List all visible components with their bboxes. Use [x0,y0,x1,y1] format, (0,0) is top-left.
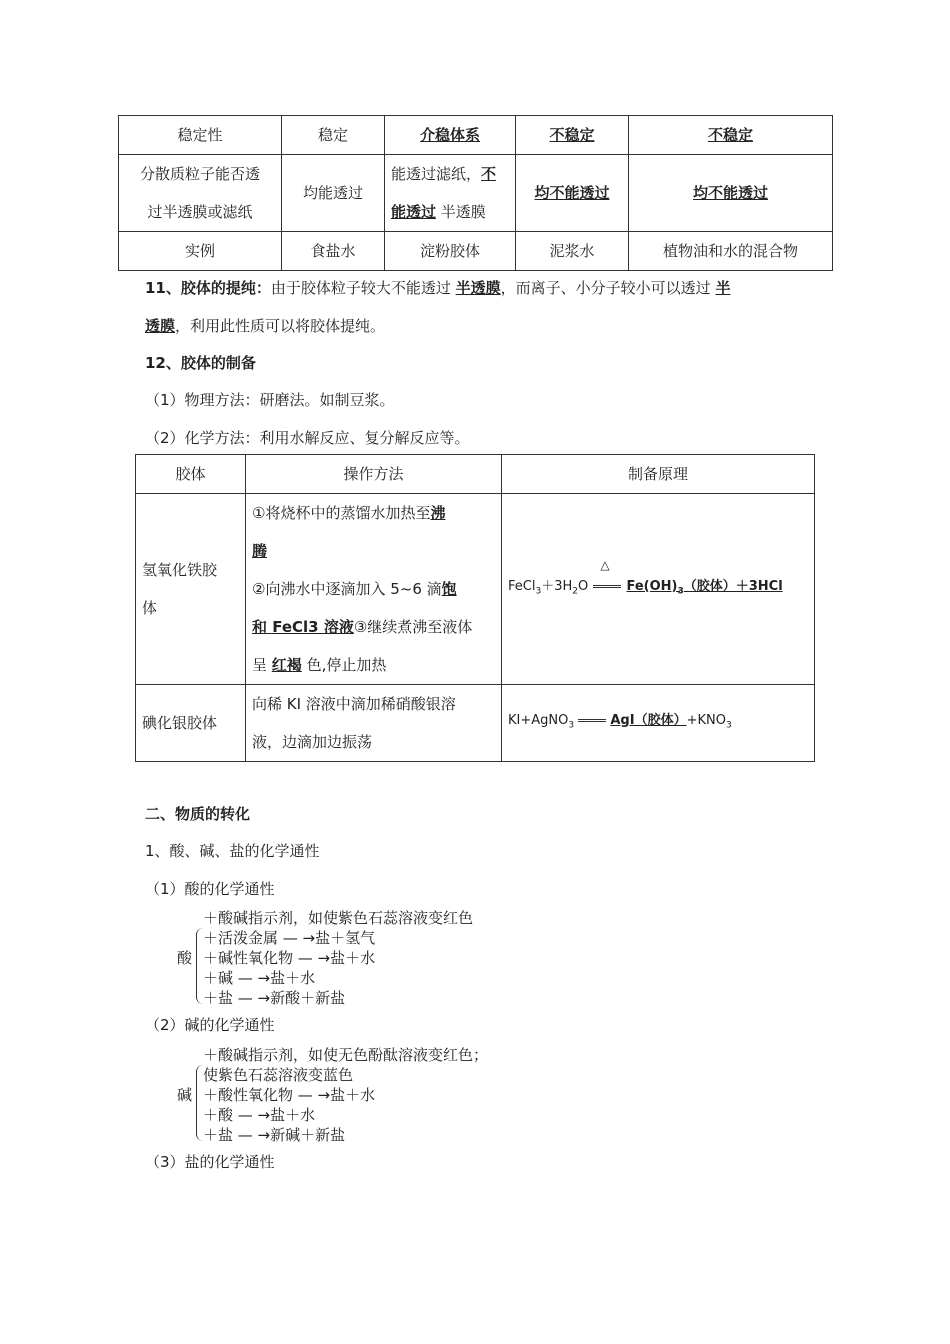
cell-example-colloid: 淀粉胶体 [385,232,516,271]
physical-method: （1）物理方法：研磨法。如制豆浆。 [145,391,395,409]
text: ，而离子、小分子较小可以透过 [500,279,716,297]
cell-solution-stability: 稳定 [282,116,385,155]
cell-agi-colloid: 碘化银胶体 [136,685,246,762]
cell-text: 向稀 KI 溶液中滴加稀硝酸银溶 [252,695,456,713]
section-2-heading: 二、物质的转化 [145,805,251,823]
step-text: ①将烧杯中的蒸馏水加热至 [252,504,431,522]
cell-agi-equation [502,685,815,762]
step-text: 色,停止加热 [306,656,387,674]
cell-example-emulsion: 植物油和水的混合物 [629,232,833,271]
acid-brace [196,928,203,1004]
cell-text: 氢氧化铁胶 [142,561,218,579]
cell-suspension-permeability: 均不能透过 [516,155,629,232]
cell-example-label: 实例 [119,232,282,271]
cell-text: 不 [481,165,497,183]
equation-right: $+KNO_3$ [686,712,732,731]
answer: 透膜 [145,317,176,335]
acid-label: 酸 [177,949,193,967]
dispersion-table [118,115,833,271]
section-12-heading: 12、胶体的制备 [145,354,256,372]
header-operation: 操作方法 [246,455,502,494]
answer: 半 [715,279,731,297]
cell-stability-label: 稳定性 [119,116,282,155]
general-properties-title: 1、酸、碱、盐的化学通性 [145,842,320,860]
section-11-line1 [145,277,730,298]
cell-text: 能透过 [391,203,437,221]
equation-left: $FeCl_3+3H_2O$ [508,578,589,597]
base-item: ＋酸性氧化物 — →盐＋水 [203,1086,376,1104]
header-colloid: 胶体 [136,455,246,494]
base-label: 碱 [177,1086,193,1104]
cell-text: 液，边滴加边振荡 [252,733,373,751]
cell-text: 半透膜 [436,203,486,221]
text: ，利用此性质可以将胶体提纯。 [175,317,386,335]
header-principle: 制备原理 [502,455,815,494]
section-11-heading: 11、胶体的提纯： [145,279,271,297]
acid-properties-title: （1）酸的化学通性 [145,880,275,898]
cell-text: 分散质粒子能否透 [139,165,260,183]
cell-example-solution: 食盐水 [282,232,385,271]
cell-agi-operation [246,685,502,762]
heat-symbol: △ [600,557,610,572]
cell-text: 过半透膜或滤纸 [147,203,253,221]
acid-item: ＋碱性氧化物 — →盐＋水 [203,949,376,967]
acid-item: ＋碱 — →盐＋水 [203,969,316,987]
answer: 和 FeCl3 溶液 [252,618,354,636]
equation-arrow [578,719,606,722]
base-item: 使紫色石蕊溶液变蓝色 [203,1066,354,1084]
cell-permeability-label [119,155,282,232]
cell-emulsion-stability: 不稳定 [629,116,833,155]
cell-fe-equation [502,494,815,685]
equation-product: AgI（胶体） [610,712,687,728]
acid-item: ＋盐 — →新酸＋新盐 [203,989,346,1007]
answer: 沸 [430,504,446,522]
cell-example-suspension: 泥浆水 [516,232,629,271]
answer: 半透膜 [455,279,501,297]
step-text: ③继续煮沸至液体 [353,618,473,636]
answer: 饱 [441,580,457,598]
cell-emulsion-permeability: 均不能透过 [629,155,833,232]
cell-colloid-permeability [385,155,516,232]
base-item: ＋酸碱指示剂，如使无色酚酞溶液变红色； [203,1046,489,1064]
step-text: ②向沸水中逐滴加入 5~6 滴 [252,580,442,598]
text: 由于胶体粒子较大不能透过 [270,279,456,297]
section-11-line2 [145,315,385,336]
cell-colloid-stability: 介稳体系 [385,116,516,155]
base-item: ＋酸 — →盐＋水 [203,1106,316,1124]
chemical-method: （2）化学方法：利用水解反应、复分解反应等。 [145,429,470,447]
cell-solution-permeability: 均能透过 [282,155,385,232]
salt-properties-title: （3）盐的化学通性 [145,1153,275,1171]
colloid-prep-table [135,454,815,762]
answer: 红褐 [271,656,302,674]
cell-text: 体 [142,599,158,617]
equation-arrow [593,585,621,588]
base-properties-title: （2）碱的化学通性 [145,1016,275,1034]
cell-text: 能透过滤纸， [391,165,482,183]
base-brace [196,1065,203,1141]
acid-item: ＋酸碱指示剂，如使紫色石蕊溶液变红色 [203,909,474,927]
acid-item: ＋活泼金属 — →盐＋氢气 [203,929,376,947]
equation-right: $Fe(OH)_3$（胶体）＋3HCl [626,578,783,597]
step-text: 呈 [252,656,268,674]
base-item: ＋盐 — →新碱＋新盐 [203,1126,346,1144]
answer: 腾 [252,542,268,560]
cell-suspension-stability: 不稳定 [516,116,629,155]
equation-left: KI+AgNO$_3$ [508,712,575,731]
cell-fe-colloid [136,494,246,685]
cell-fe-operation [246,494,502,685]
